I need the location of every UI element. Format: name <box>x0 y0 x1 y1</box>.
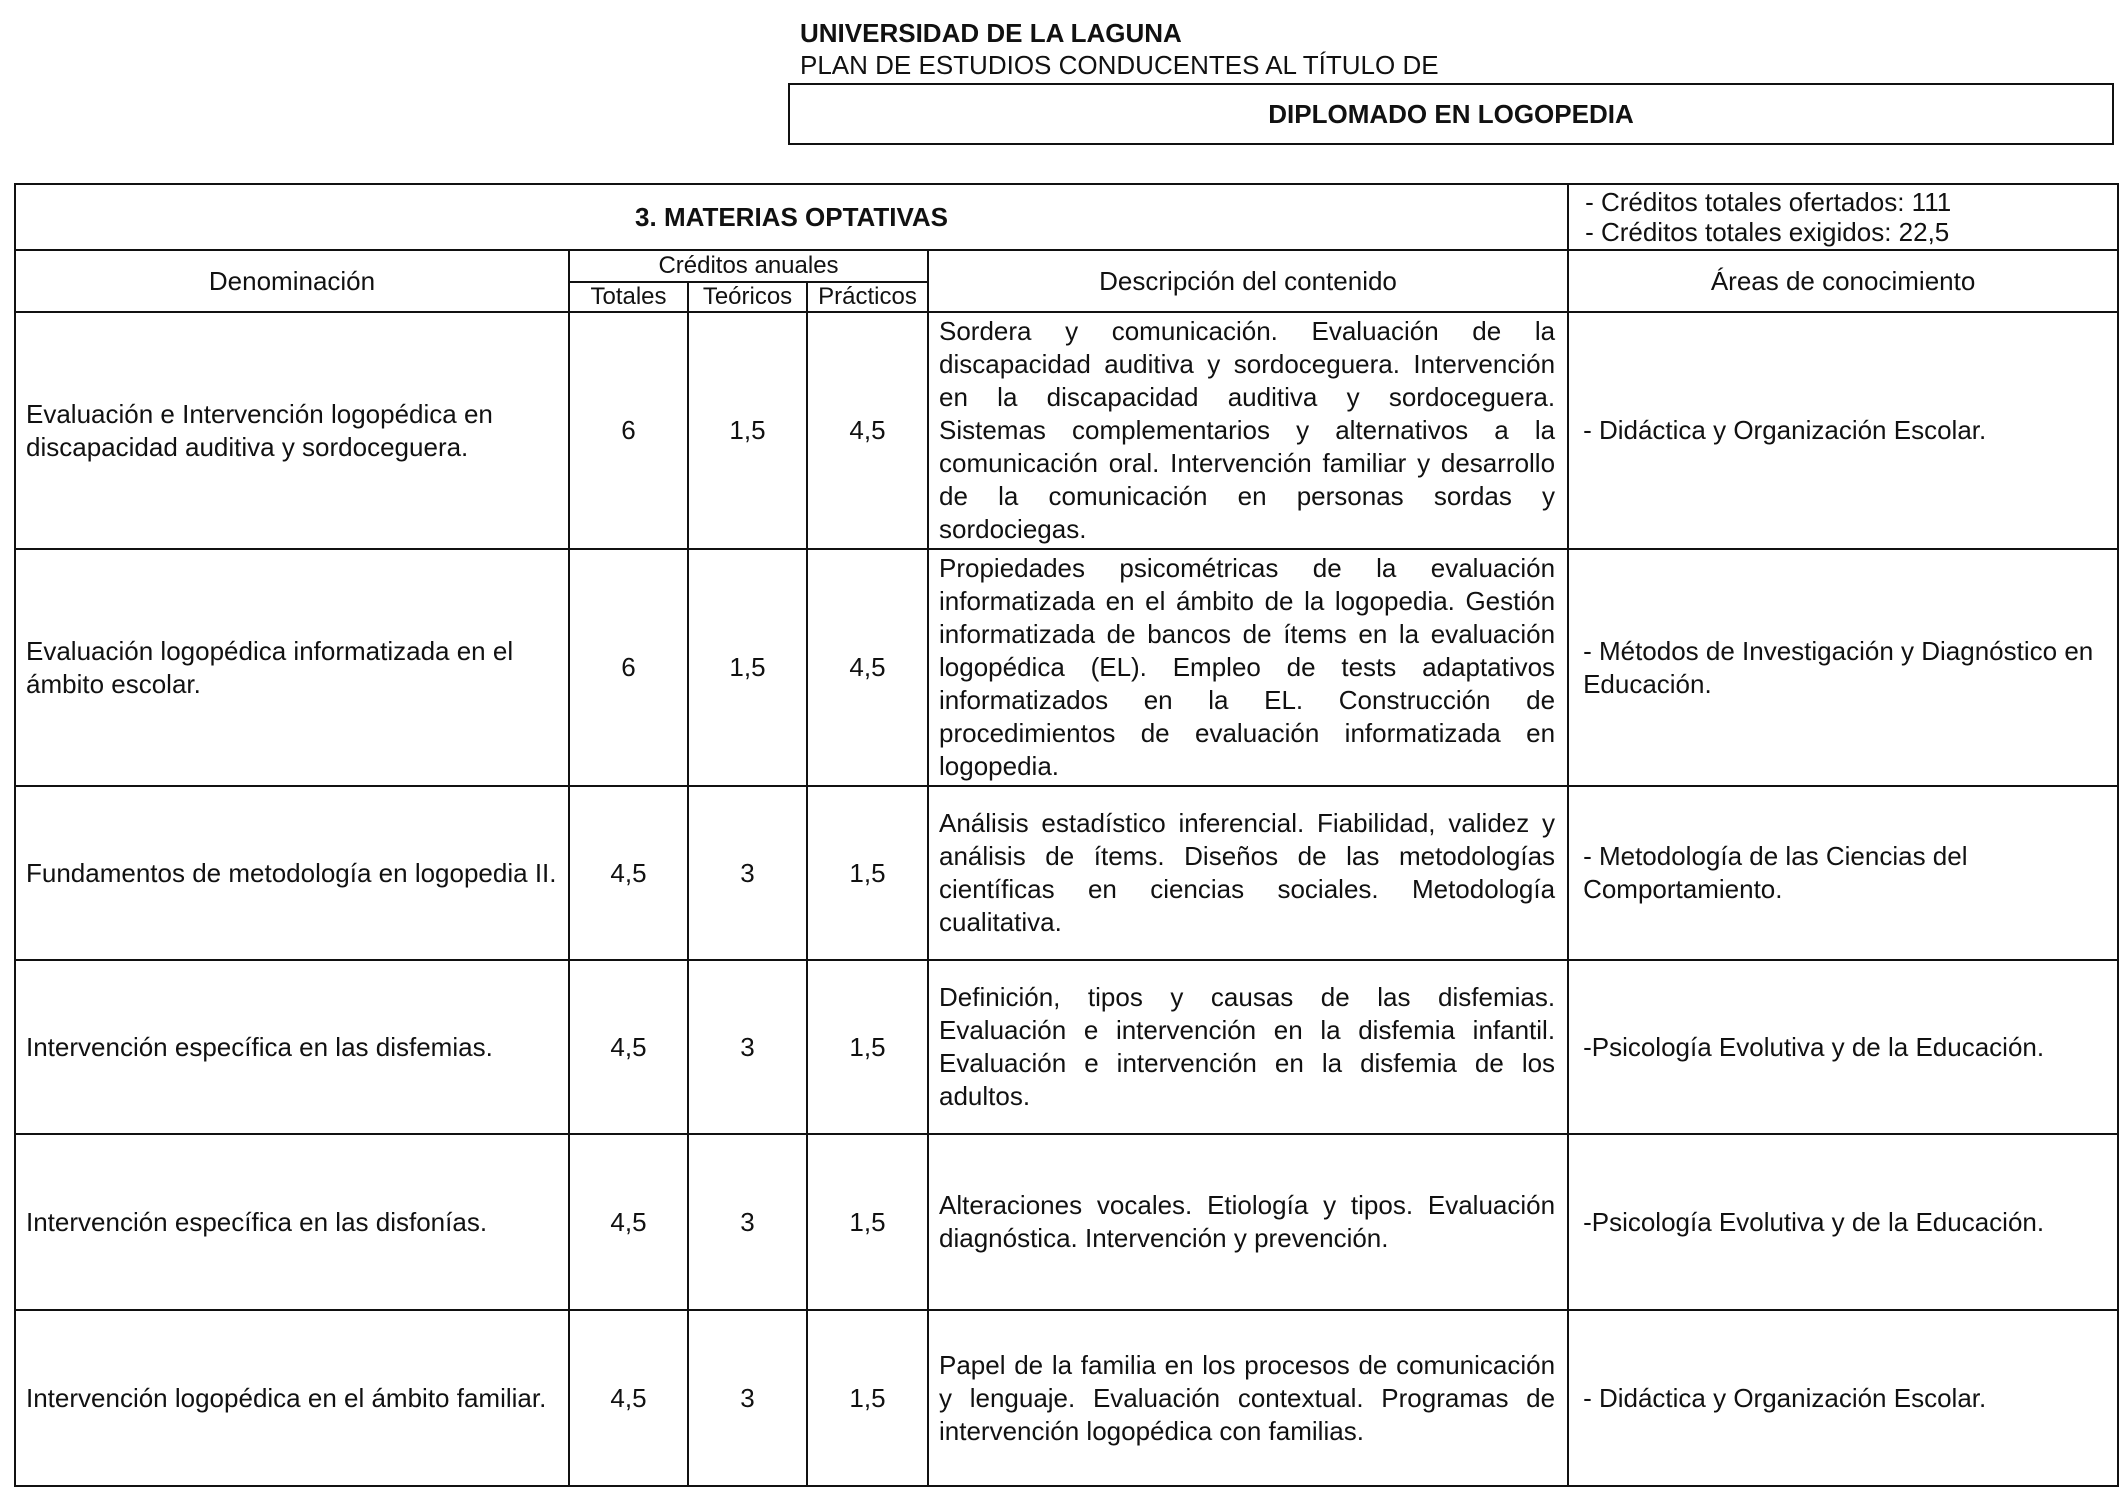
credits-required: - Créditos totales exigidos: 22,5 <box>1585 217 1950 247</box>
credits-totales: 4,5 <box>569 1310 688 1486</box>
table-row <box>15 786 2118 960</box>
section-title: 3. MATERIAS OPTATIVAS <box>15 184 1568 250</box>
col-totales: Totales <box>569 282 688 312</box>
subject-name: Intervención específica en las disfonías. <box>15 1134 569 1310</box>
subjects-table <box>14 183 2119 1487</box>
subject-description: Propiedades psicométricas de la evaluación informatizada en el ámbito de la logopedia. Gestión informatizada de bancos de ítems en la evaluación logopédica (EL). Empleo de tests adaptativos informatizados en la EL. Construcción de procedimientos de evaluación informatizada en logopedia. <box>928 549 1568 786</box>
col-descripcion: Descripción del contenido <box>928 250 1568 312</box>
credit-totals <box>1568 184 2118 250</box>
col-areas: Áreas de conocimiento <box>1568 250 2118 312</box>
credits-teoricos: 3 <box>688 1134 807 1310</box>
credits-practicos: 1,5 <box>807 1134 928 1310</box>
table-row <box>15 312 2118 549</box>
knowledge-area: -Psicología Evolutiva y de la Educación. <box>1568 1134 2118 1310</box>
credits-teoricos: 3 <box>688 786 807 960</box>
subject-name: Evaluación e Intervención logopédica en discapacidad auditiva y sordoceguera. <box>15 312 569 549</box>
credits-teoricos: 1,5 <box>688 312 807 549</box>
degree-box <box>788 83 2114 145</box>
knowledge-area: - Didáctica y Organización Escolar. <box>1568 1310 2118 1486</box>
knowledge-area: -Psicología Evolutiva y de la Educación. <box>1568 960 2118 1134</box>
table-row <box>15 960 2118 1134</box>
subject-description: Análisis estadístico inferencial. Fiabilidad, validez y análisis de ítems. Diseños de las metodologías científicas en ciencias sociales. Metodología cualitativa. <box>928 786 1568 960</box>
subject-name: Intervención logopédica en el ámbito familiar. <box>15 1310 569 1486</box>
credits-totales: 6 <box>569 549 688 786</box>
subject-name: Intervención específica en las disfemias. <box>15 960 569 1134</box>
plan-title: PLAN DE ESTUDIOS CONDUCENTES AL TÍTULO DE <box>800 50 1439 80</box>
credits-practicos: 1,5 <box>807 1310 928 1486</box>
credits-totales: 4,5 <box>569 786 688 960</box>
credits-practicos: 1,5 <box>807 960 928 1134</box>
subject-description: Papel de la familia en los procesos de comunicación y lenguaje. Evaluación contextual. Programas de intervención logopédica con familias. <box>928 1310 1568 1486</box>
column-header-row <box>15 250 2118 282</box>
credits-teoricos: 3 <box>688 1310 807 1486</box>
knowledge-area: - Metodología de las Ciencias del Comportamiento. <box>1568 786 2118 960</box>
section-header-row <box>15 184 2118 250</box>
credits-totales: 4,5 <box>569 1134 688 1310</box>
table-row <box>15 1134 2118 1310</box>
col-teoricos: Teóricos <box>688 282 807 312</box>
credits-practicos: 1,5 <box>807 786 928 960</box>
credits-practicos: 4,5 <box>807 549 928 786</box>
subject-description: Sordera y comunicación. Evaluación de la discapacidad auditiva y sordoceguera. Intervención en la discapacidad auditiva y sordoceguera. Sistemas complementarios y alternativos a la comunicación oral. Intervención familiar y desarrollo de la comunicación en personas sordas y sordociegas. <box>928 312 1568 549</box>
credits-totales: 4,5 <box>569 960 688 1134</box>
credits-offered: - Créditos totales ofertados: 111 <box>1585 187 1952 217</box>
col-denominacion: Denominación <box>15 250 569 312</box>
subject-description: Alteraciones vocales. Etiología y tipos. Evaluación diagnóstica. Intervención y prevención. <box>928 1134 1568 1310</box>
table-row <box>15 549 2118 786</box>
knowledge-area: - Métodos de Investigación y Diagnóstico en Educación. <box>1568 549 2118 786</box>
knowledge-area: - Didáctica y Organización Escolar. <box>1568 312 2118 549</box>
col-practicos: Prácticos <box>807 282 928 312</box>
table-row <box>15 1310 2118 1486</box>
credits-teoricos: 3 <box>688 960 807 1134</box>
subject-description: Definición, tipos y causas de las disfemias. Evaluación e intervención en la disfemia infantil. Evaluación e intervención en la disfemia de los adultos. <box>928 960 1568 1134</box>
credits-totales: 6 <box>569 312 688 549</box>
subject-name: Fundamentos de metodología en logopedia II. <box>15 786 569 960</box>
col-creditos-anuales: Créditos anuales <box>569 250 928 282</box>
degree-title: DIPLOMADO EN LOGOPEDIA <box>1268 98 1634 129</box>
university-name: UNIVERSIDAD DE LA LAGUNA <box>800 18 1182 48</box>
subject-name: Evaluación logopédica informatizada en el ámbito escolar. <box>15 549 569 786</box>
credits-teoricos: 1,5 <box>688 549 807 786</box>
credits-practicos: 4,5 <box>807 312 928 549</box>
